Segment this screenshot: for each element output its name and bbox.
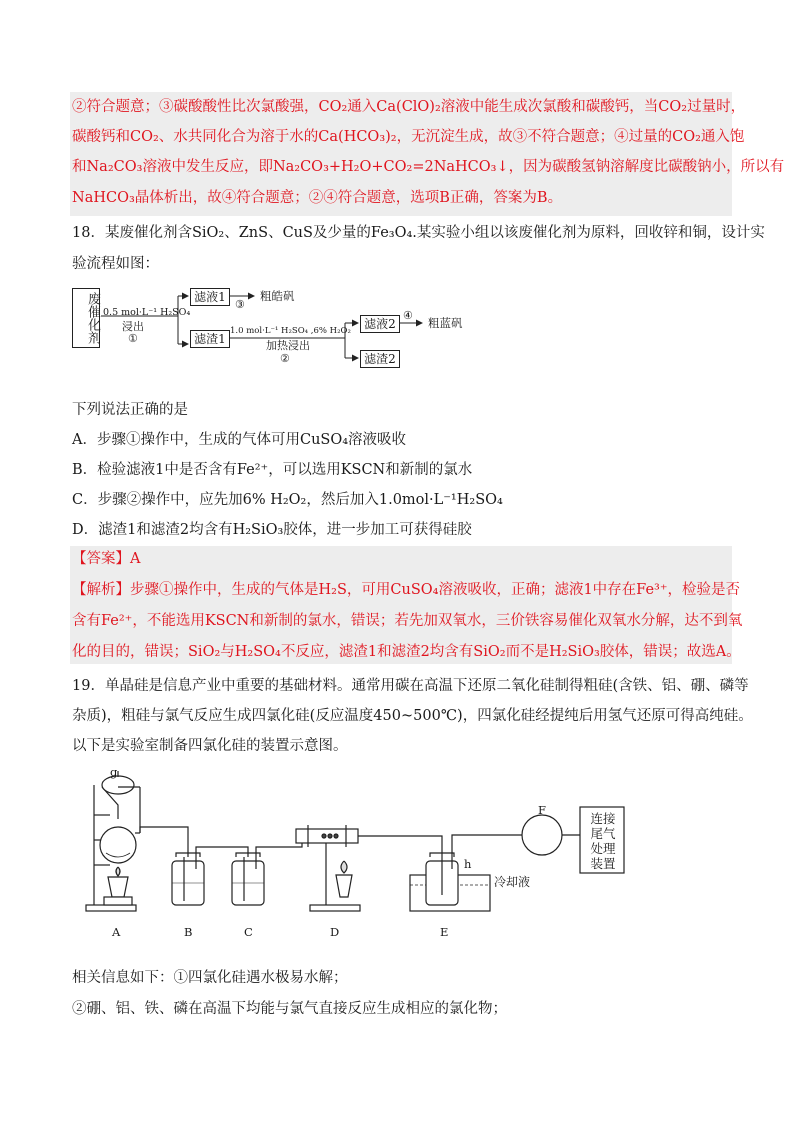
burner-d <box>336 875 352 897</box>
q19-info-1: 相关信息如下：①四氯化硅遇水极易水解； <box>72 970 348 986</box>
flow-step-1: 浸出 <box>122 320 144 333</box>
flow-step-4-number: ④ <box>403 309 413 322</box>
flow-step-2: 加热浸出 <box>266 339 310 352</box>
q19-stem-line-2: 杂质)，粗硅与氯气反应生成四氯化硅(反应温度450~500℃)，四氯化硅经提纯后用氢气还原可得高纯硅。 <box>72 708 753 724</box>
q18-analysis-line-1: 【解析】步骤①操作中，生成的气体是H₂S，可用CuSO₄溶液吸收，正确；滤液1中存在Fe³⁺，检验是否 <box>72 582 740 598</box>
q18-analysis-line-3: 化的目的，错误；SiO₂与H₂SO₄不反应，滤渣1和滤渣2均含有SiO₂而不是H₂SiO₃胶体，错误；故选A。 <box>72 644 741 660</box>
flow-step-1-number: ① <box>128 332 138 345</box>
label-d: D <box>330 925 340 939</box>
q18-flowchart <box>70 280 510 380</box>
label-c: C <box>244 925 253 939</box>
flow-product-1: 粗皓矾 <box>260 289 295 303</box>
answer-17-line-2: 碳酸钙和CO₂、水共同化合为溶于水的Ca(HCO₃)₂，无沉淀生成，故③不符合题意；④过量的CO₂通入饱 <box>72 129 745 145</box>
apparatus-drawing <box>80 765 640 950</box>
flow-filtrate-2-box: 滤液2 <box>360 315 400 333</box>
reaction-flask <box>100 827 136 863</box>
burner-a <box>108 877 128 897</box>
q19-apparatus-diagram <box>80 765 640 950</box>
dropping-funnel <box>102 776 134 794</box>
label-e: E <box>440 925 449 939</box>
answer-17-line-1: ②符合题意；③碳酸酸性比次氯酸强，CO₂通入Ca(ClO)₂溶液中能生成次氯酸和碳酸钙，当CO₂过量时， <box>72 99 746 115</box>
tail-gas-text: 连接尾气处理装置 <box>590 811 616 871</box>
q18-option-a: A．步骤①操作中，生成的气体可用CuSO₄溶液吸收 <box>72 432 407 448</box>
q19-stem-line-3: 以下是实验室制备四氯化硅的装置示意图。 <box>72 738 348 754</box>
label-a: A <box>112 925 121 939</box>
label-b: B <box>184 925 193 939</box>
q18-option-d: D．滤渣1和滤渣2均含有H₂SiO₃胶体，进一步加工可获得硅胶 <box>72 522 472 538</box>
q18-analysis-line-2: 含有Fe²⁺，不能选用KSCN和新制的氯水，错误；若先加双氧水，三价铁容易催化双氧水分解，达不到氧 <box>72 613 743 629</box>
q18-answer: 【答案】A <box>72 551 141 567</box>
q18-stem-line-1: 18．某废催化剂含SiO₂、ZnS、CuS及少量的Fe₃O₄.某实验小组以该废催化剂为原料，回收锌和铜，设计实 <box>72 225 765 241</box>
flow-reagent-2: 1.0 mol·L⁻¹ H₂SO₄ ,6% H₂O₂ <box>230 326 351 336</box>
label-g: g <box>110 765 118 779</box>
reaction-tube-d <box>296 829 358 843</box>
flow-reagent-1: 0.5 mol·L⁻¹ H₂SO₄ <box>103 307 191 318</box>
flow-step-2-number: ② <box>280 352 290 365</box>
flow-start-box: 废催化剂 <box>72 288 100 348</box>
q19-info-2: ②硼、铝、铁、磷在高温下均能与氯气直接反应生成相应的氯化物； <box>72 1001 507 1017</box>
label-h: h <box>464 857 472 871</box>
flow-residue-1-box: 滤渣1 <box>190 330 230 348</box>
answer-17-line-3: 和Na₂CO₃溶液中发生反应，即Na₂CO₃+H₂O+CO₂=2NaHCO₃↓，因为碳酸氢钠溶解度比碳酸钠小，所以有 <box>72 159 785 175</box>
flow-residue-2-box: 滤渣2 <box>360 350 400 368</box>
flow-filtrate-1-box: 滤液1 <box>190 288 230 306</box>
answer-17-line-4: NaHCO₃晶体析出，故④符合题意；②④符合题意，选项B正确，答案为B。 <box>72 190 563 206</box>
q18-stem-line-2: 验流程如图： <box>72 256 159 272</box>
q18-option-c: C．步骤②操作中，应先加6% H₂O₂，然后加入1.0mol·L⁻¹H₂SO₄ <box>72 492 503 508</box>
q18-prompt: 下列说法正确的是 <box>72 402 188 418</box>
coolant-label: 冷却液 <box>494 875 531 889</box>
drying-bulb-f <box>522 815 562 855</box>
flow-step-3-number: ③ <box>235 298 245 311</box>
q18-option-b: B．检验滤液1中是否含有Fe²⁺，可以选用KSCN和新制的氯水 <box>72 462 473 478</box>
q19-stem-line-1: 19．单晶硅是信息产业中重要的基础材料。通常用碳在高温下还原二氧化硅制得粗硅(含铁、铝、硼、磷等 <box>72 678 749 694</box>
flow-product-2: 粗蓝矾 <box>428 316 463 330</box>
label-f: F <box>538 803 546 817</box>
